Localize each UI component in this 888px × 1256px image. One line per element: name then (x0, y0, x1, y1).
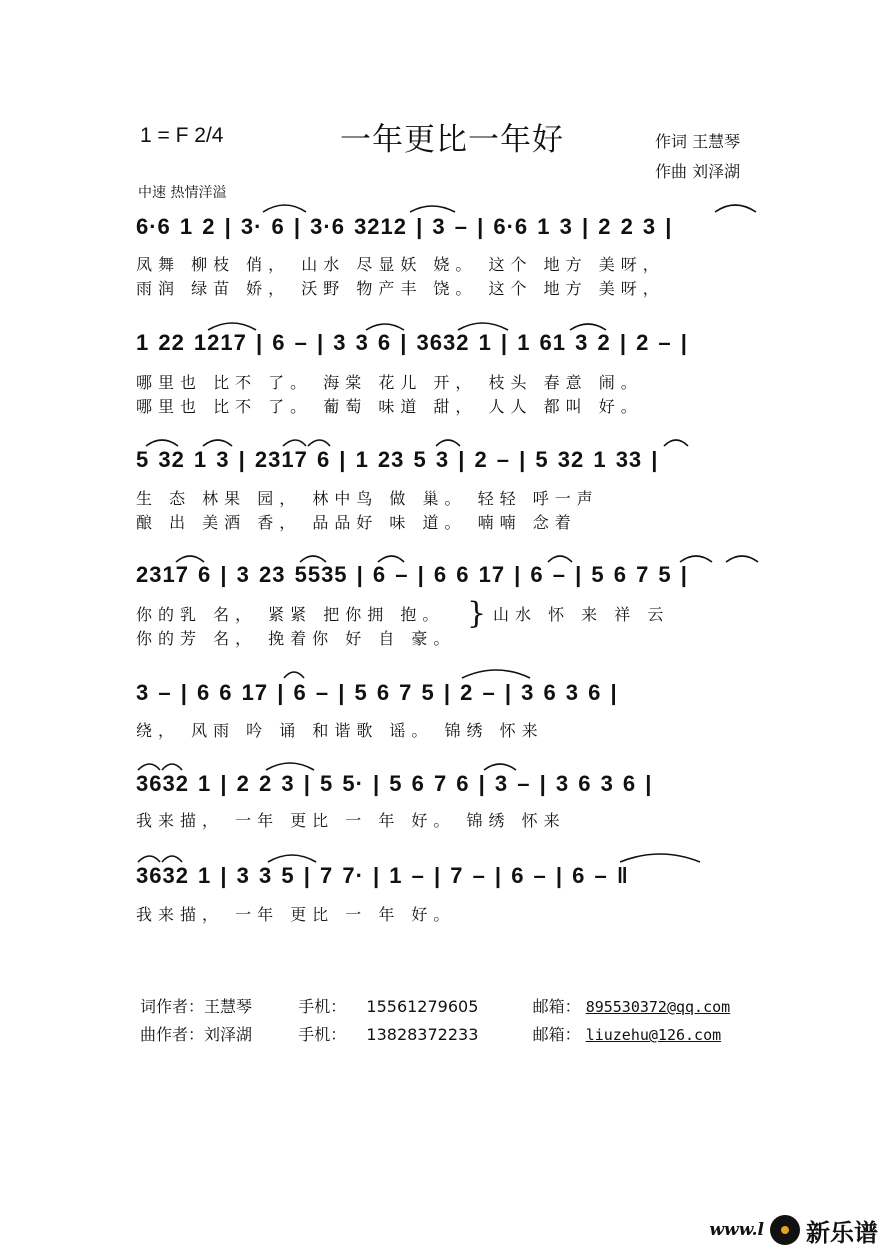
footer-composer-line (140, 1022, 721, 1045)
lyric-row-4-chorus: 山水 怀 来 祥 云 (493, 605, 670, 624)
lyric-row-5: 绕， 风雨 吟 诵 和谐歌 谣。 锦绣 怀来 (136, 721, 544, 740)
tempo-marking: 中速 热情洋溢 (138, 185, 227, 201)
lyric-row-2-verse-1: 哪里也 比不 了。 海棠 花儿 开， 枝头 春意 闹。 (136, 373, 643, 392)
footer-lyricist-line (140, 994, 730, 1017)
notation-row-6: 3632 1 | 2 2 3 | 5 5· | 5 6 7 6 | 3 – | 3 6 3 6 | (136, 771, 653, 796)
lyric-row-3-verse-2: 酿 出 美酒 香， 品品好 味 道。 喃喃 念着 (136, 513, 577, 532)
lyricist-phone: 15561279605 (366, 997, 479, 1016)
composer-phone-label: 手机： (298, 1025, 347, 1044)
composer-email-link[interactable]: liuzehu@126.com (585, 1026, 722, 1044)
composer-credit: 作曲 刘泽湖 (655, 162, 741, 181)
composer-phone: 13828372233 (366, 1025, 479, 1044)
lyric-row-1-verse-2: 雨润 绿苗 娇， 沃野 物产丰 饶。 这个 地方 美呀， (136, 279, 665, 298)
verse-join-brace: } (467, 596, 487, 631)
lyricist-email-link[interactable]: 895530372@qq.com (585, 998, 731, 1016)
notation-row-1: 6·6 1 2 | 3· 6 | 3·6 3212 | 3 – | 6·6 1 3 | 2 2 3 | (136, 214, 673, 239)
lyric-row-4-verse-2: 你的芳 名， 挽着你 好 自 豪。 (136, 629, 456, 648)
notation-row-2: 1 22 1217 | 6 – | 3 3 6 | 3632 1 | 1 61 3 2 | 2 – | (136, 330, 688, 355)
lyric-row-6: 我来描， 一年 更比 一 年 好。 锦绣 怀来 (136, 811, 566, 830)
lyric-row-7: 我来描， 一年 更比 一 年 好。 (136, 905, 456, 924)
lyricist-phone-label: 手机： (298, 997, 347, 1016)
watermark-site: www.l (709, 1220, 764, 1240)
notation-row-7: 3632 1 | 3 3 5 | 7 7· | 1 – | 7 – | 6 – | 6 – ‖ (136, 863, 629, 888)
record-disc-icon (770, 1215, 800, 1245)
composer-email-label: 邮箱： (532, 1025, 581, 1044)
notation-row-5: 3 – | 6 6 17 | 6 – | 5 6 7 5 | 2 – | 3 6 3 6 | (136, 680, 618, 705)
lyric-row-3-verse-1: 生 态 林果 园， 林中鸟 做 巢。 轻轻 呼一声 (136, 489, 599, 508)
composer-contact-name: 曲作者：刘泽湖 (140, 1025, 253, 1044)
lyricist-credit: 作词 王慧琴 (655, 132, 741, 151)
watermark-brand: 新乐谱 (806, 1218, 878, 1247)
lyric-row-4-verse-1: 你的乳 名， 紧紧 把你拥 抱。 (136, 605, 445, 624)
notation-row-3: 5 32 1 3 | 2317 6 | 1 23 5 3 | 2 – | 5 32 1 33 | (136, 447, 659, 472)
notation-row-4: 2317 6 | 3 23 5535 | 6 – | 6 6 17 | 6 – | 5 6 7 5 | (136, 562, 688, 587)
lyricist-contact-name: 词作者：王慧琴 (140, 997, 253, 1016)
watermark-logo (709, 1210, 878, 1250)
song-title: 一年更比一年好 (340, 122, 564, 158)
lyricist-email-label: 邮箱： (532, 997, 581, 1016)
lyric-row-2-verse-2: 哪里也 比不 了。 葡萄 味道 甜， 人人 都叫 好。 (136, 397, 643, 416)
key-signature: 1 = F 2/4 (140, 124, 224, 147)
lyric-row-1-verse-1: 凤舞 柳枝 俏， 山水 尽显妖 娆。 这个 地方 美呀， (136, 255, 665, 274)
